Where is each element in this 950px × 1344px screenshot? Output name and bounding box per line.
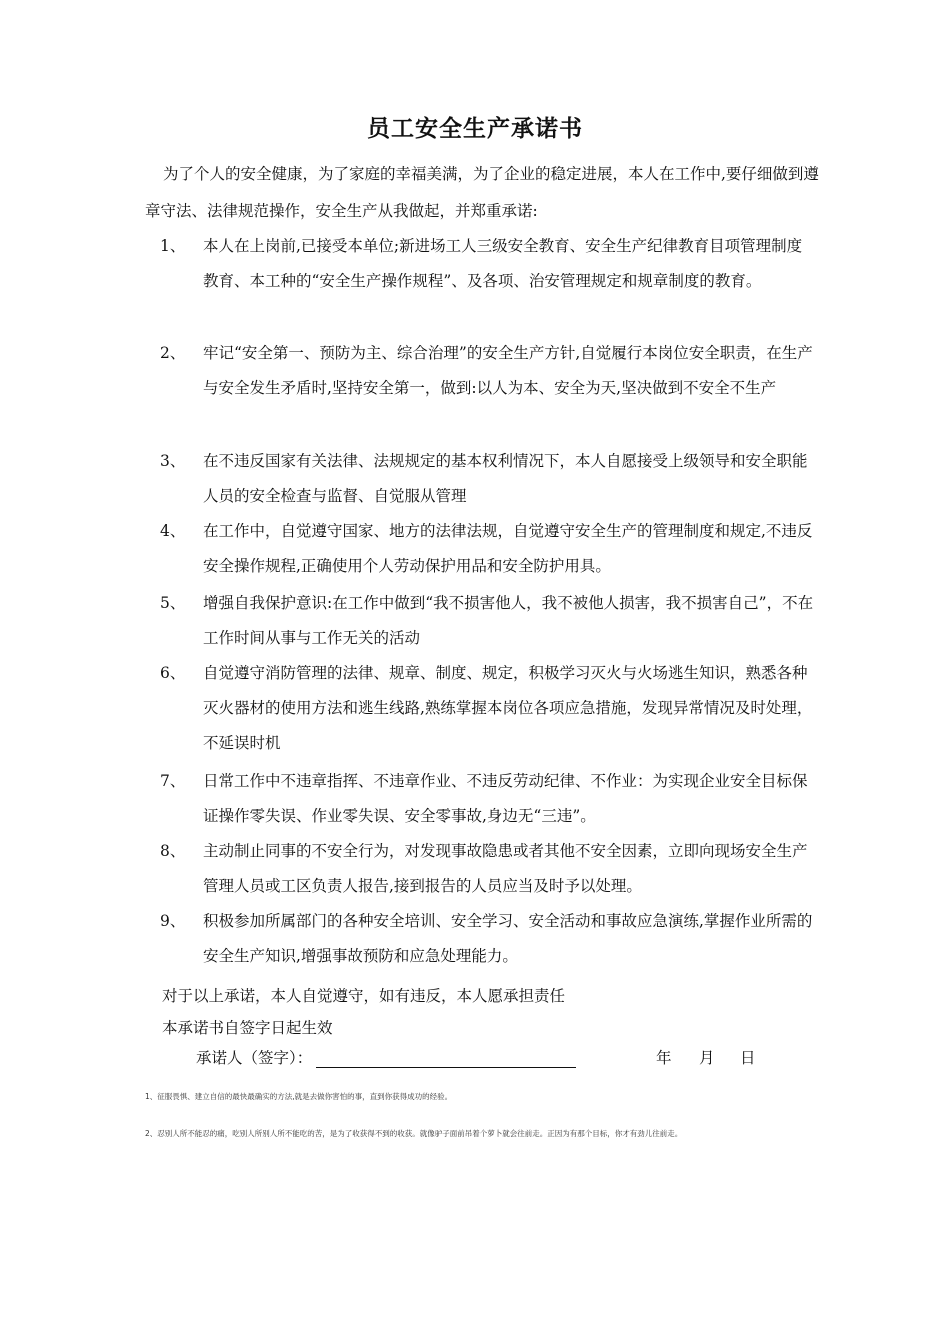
- item-number: 8、: [160, 842, 186, 860]
- date-month: 月: [699, 1049, 715, 1067]
- item-number: 9、: [160, 912, 186, 930]
- item-number: 1、: [160, 237, 186, 255]
- signature-row: [196, 1046, 576, 1068]
- date-year: 年: [656, 1049, 672, 1067]
- item-number: 6、: [160, 664, 186, 682]
- footnote: 1、征服畏惧、建立自信的最快最确实的方法,就是去做你害怕的事，直到你获得成功的经验。: [145, 1092, 453, 1101]
- intro-paragraph: 为了个人的安全健康，为了家庭的幸福美满，为了企业的稳定进展，本人在工作中,要仔细做到遵章守法、法律规范操作，安全生产从我做起，并郑重承诺:: [145, 165, 819, 220]
- effective-statement: 本承诺书自签字日起生效: [162, 1019, 333, 1037]
- date-day: 日: [740, 1049, 756, 1067]
- item-text: 主动制止同事的不安全行为，对发现事故隐患或者其他不安全因素，立即向现场安全生产管理人员或工区负责人报告,接到报告的人员应当及时予以处理。: [203, 842, 808, 895]
- item-text: 自觉遵守消防管理的法律、规章、制度、规定，积极学习灭火与火场逃生知识，熟悉各种灭火器材的使用方法和逃生线路,熟练掌握本岗位各项应急措施，发现异常情况及时处理，不延误时机: [203, 664, 813, 752]
- item-text: 在不违反国家有关法律、法规规定的基本权利情况下，本人自愿接受上级领导和安全职能人员的安全检查与监督、自觉服从管理: [203, 452, 808, 505]
- signature-line: [316, 1047, 576, 1068]
- page-title: 员工安全生产承诺书: [367, 115, 583, 142]
- footnote: 2、忍别人所不能忍的痛，吃别人所别人所不能吃的苦，是为了收获得不到的收获。就像驴子面前吊着个萝卜就会往前走。正因为有那个目标，你才有劲儿往前走。: [145, 1129, 683, 1138]
- item-text: 积极参加所属部门的各种安全培训、安全学习、安全活动和事故应急演练,掌握作业所需的安全生产知识,增强事故预防和应急处理能力。: [203, 912, 813, 965]
- item-number: 2、: [160, 344, 186, 362]
- item-number: 4、: [160, 522, 186, 540]
- item-text: 增强自我保护意识:在工作中做到“我不损害他人，我不被他人损害，我不损害自己”，不在工作时间从事与工作无关的活动: [203, 594, 814, 647]
- item-number: 7、: [160, 772, 186, 790]
- item-number: 5、: [160, 594, 186, 612]
- item-text: 本人在上岗前,已接受本单位;新进场工人三级安全教育、安全生产纪律教育目项管理制度教育、本工种的“安全生产操作规程”、及各项、治安管理规定和规章制度的教育。: [203, 237, 803, 290]
- item-text: 日常工作中不违章指挥、不违章作业、不违反劳动纪律、不作业：为实现企业安全目标保证操作零失误、作业零失误、安全零事故,身边无“三违”。: [203, 772, 808, 825]
- signature-label: 承诺人（签字）：: [196, 1049, 313, 1067]
- closing-statement: 对于以上承诺，本人自觉遵守，如有违反，本人愿承担责任: [162, 987, 566, 1005]
- item-text: 牢记“安全第一、预防为主、综合治理”的安全生产方针,自觉履行本岗位安全职责，在生产与安全发生矛盾时,坚持安全第一，做到:以人为本、安全为天,坚决做到不安全不生产: [203, 344, 813, 397]
- item-text: 在工作中，自觉遵守国家、地方的法律法规，自觉遵守安全生产的管理制度和规定,不违反安全操作规程,正确使用个人劳动保护用品和安全防护用具。: [203, 522, 813, 575]
- item-number: 3、: [160, 452, 186, 470]
